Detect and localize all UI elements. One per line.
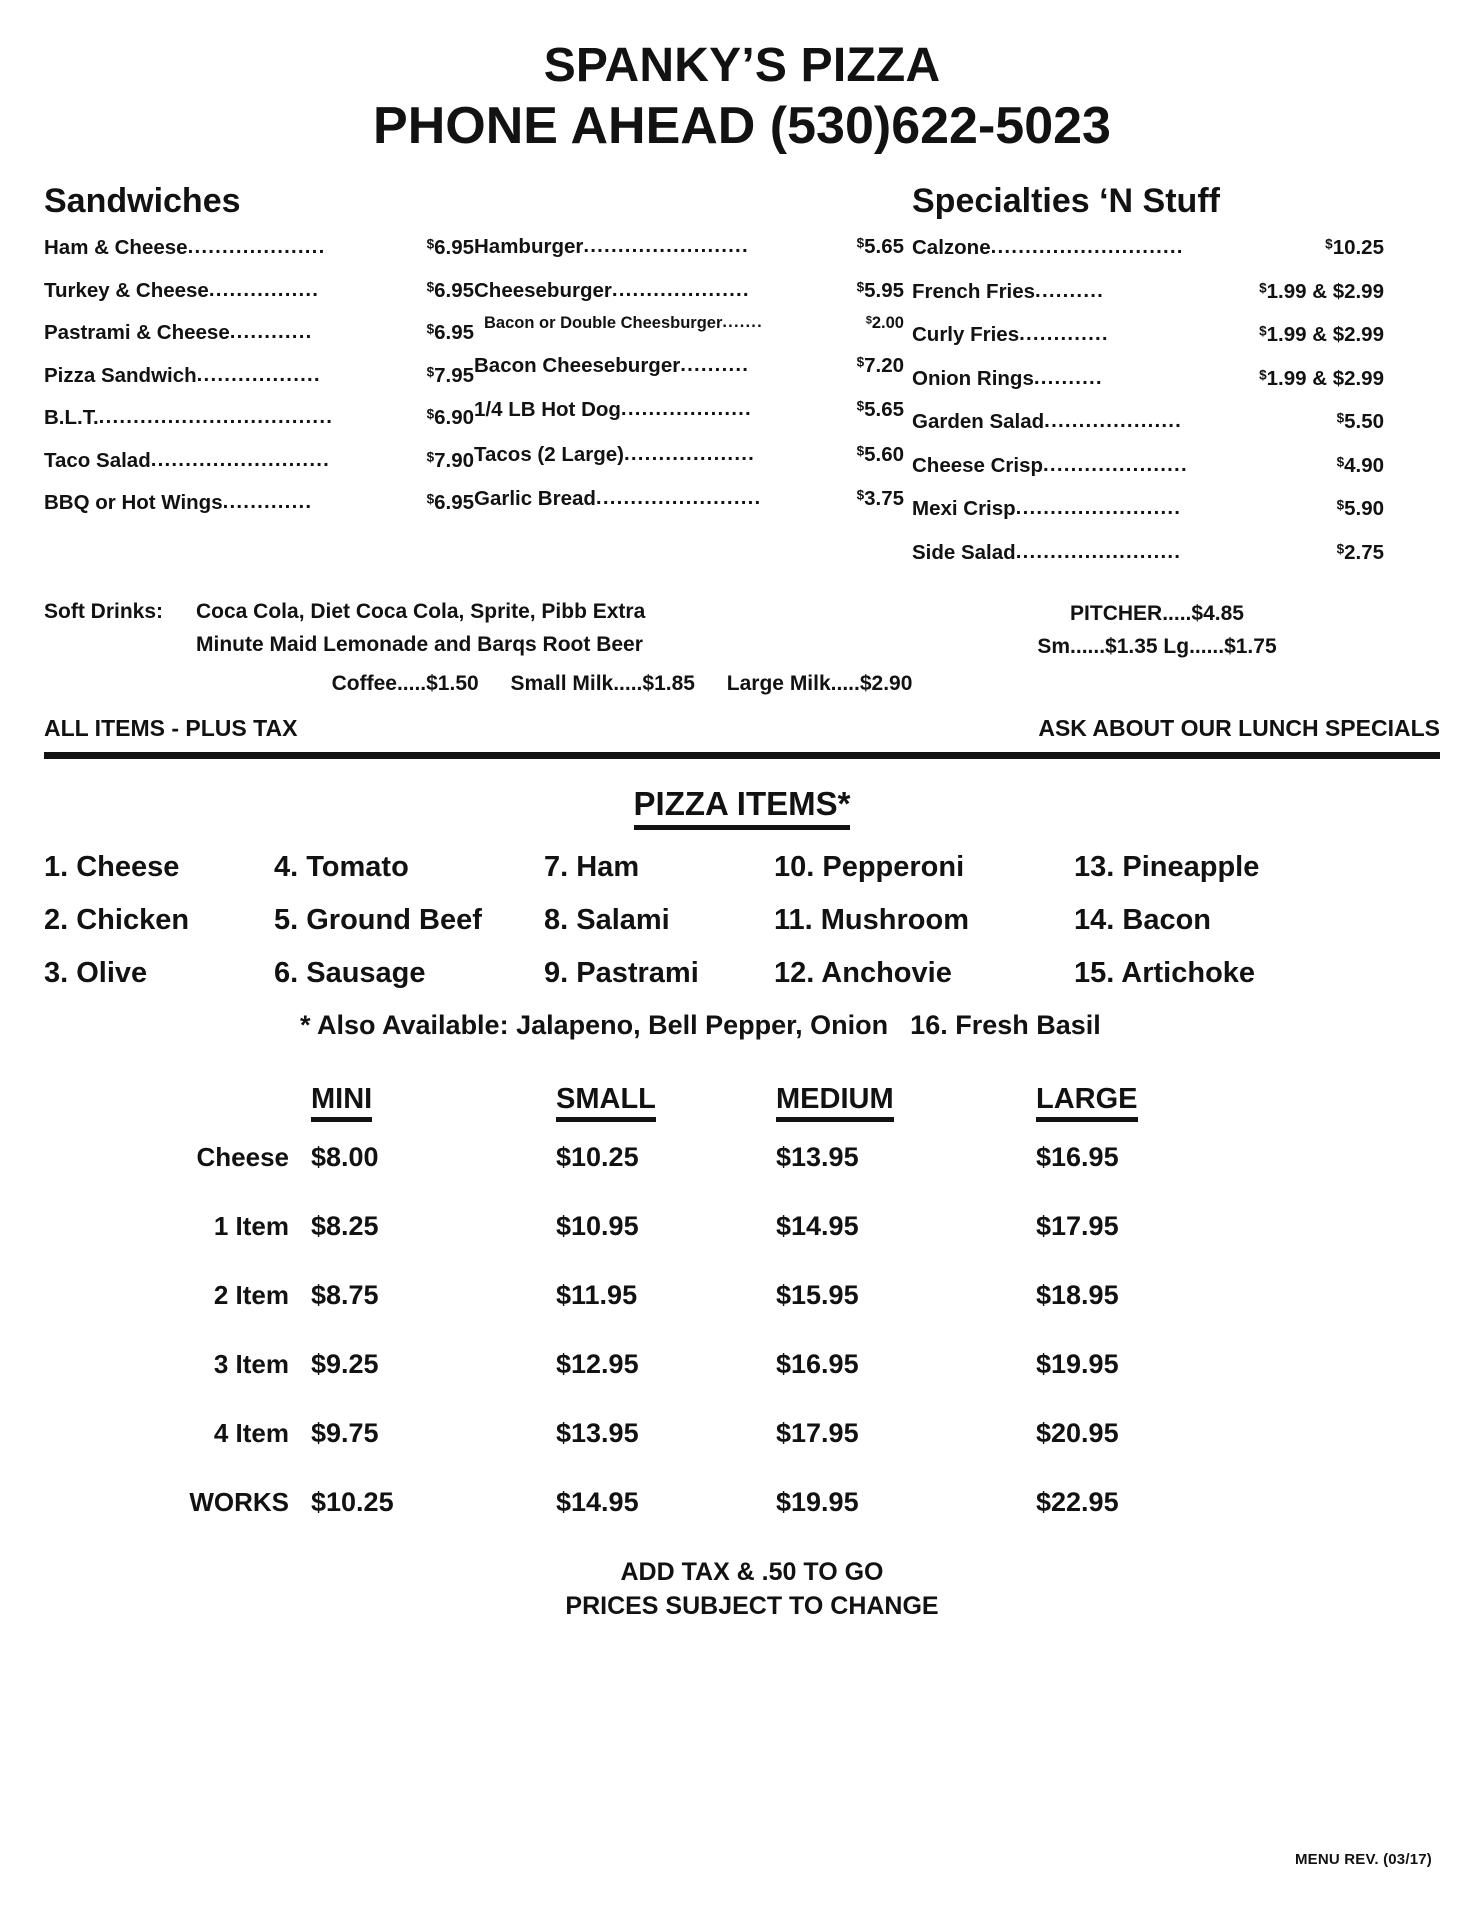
small-large-price: Sm......$1.35 Lg......$1.75 (1037, 635, 1277, 659)
soft-drinks-line-2: Minute Maid Lemonade and Barqs Root Beer (196, 633, 643, 657)
price-column-large-label: LARGE (1036, 1083, 1138, 1122)
menu-revision: MENU REV. (03/17) (1294, 1851, 1432, 1868)
menu-item-row (44, 406, 474, 430)
menu-item-price: $4.90 (1336, 453, 1384, 477)
toppings-row (44, 957, 1440, 990)
price-table-row (44, 1211, 1440, 1242)
topping-item: 15. Artichoke (1074, 957, 1256, 990)
menu-item-leader-dots: .................... (1044, 409, 1183, 433)
menu-item-leader-dots: ................... (624, 441, 756, 465)
menu-item-name: Pizza Sandwich (44, 363, 197, 387)
coffee-price: Coffee.....$1.50 (331, 671, 479, 695)
menu-item-price: $1.99 & $2.99 (1259, 366, 1384, 390)
restaurant-name: SPANKY’S PIZZA (543, 39, 941, 92)
specialties-title: Specialties ‘N Stuff (912, 181, 1220, 220)
menu-item-row (474, 398, 904, 422)
menu-item-name: Cheese Crisp (912, 453, 1044, 477)
menu-item-leader-dots: .................... (611, 278, 750, 302)
topping-item: 8. Salami (544, 904, 670, 937)
price-column-medium-label: MEDIUM (776, 1083, 894, 1122)
prices-change-notice: PRICES SUBJECT TO CHANGE (565, 1591, 939, 1620)
menu-item-row (474, 487, 904, 511)
menu-item-price: $3.75 (856, 487, 904, 511)
price-cell: $9.75 (311, 1418, 379, 1449)
menu-item-price: $5.95 (856, 279, 904, 303)
sandwiches-title: Sandwiches (44, 181, 241, 220)
menu-item-leader-dots: .................. (196, 362, 321, 386)
menu-item-leader-dots: ............. (222, 490, 313, 514)
sandwiches-list (44, 236, 474, 515)
topping-item: 7. Ham (544, 851, 640, 884)
menu-item-name: Tacos (2 Large) (474, 442, 624, 466)
top-sections (0, 183, 1484, 585)
menu-item-row (904, 367, 1384, 391)
notices-row (0, 715, 1484, 742)
also-available-row (0, 1010, 1484, 1041)
drink-sizes-block (874, 596, 1440, 663)
menu-item-row (474, 314, 904, 333)
menu-item-row (904, 541, 1384, 565)
menu-item-price: $6.95 (426, 321, 474, 345)
menu-item-price: $5.50 (1336, 410, 1384, 434)
menu-item-name: Ham & Cheese (44, 235, 188, 259)
price-cell: $20.95 (1036, 1418, 1119, 1449)
large-milk-price: Large Milk.....$2.90 (726, 671, 913, 695)
price-row-label: 4 Item (213, 1418, 289, 1449)
topping-item: 1. Cheese (44, 851, 180, 884)
price-table-body (44, 1142, 1440, 1518)
topping-item: 9. Pastrami (544, 957, 699, 990)
menu-item-price: $6.95 (426, 278, 474, 302)
price-cell: $17.95 (776, 1418, 859, 1449)
pizza-price-table (0, 1083, 1484, 1518)
menu-item-row (474, 443, 904, 467)
burgers-list (474, 235, 904, 511)
menu-item-price: $6.90 (426, 406, 474, 430)
price-cell: $8.25 (311, 1211, 379, 1242)
price-cell: $17.95 (1036, 1211, 1119, 1242)
menu-item-leader-dots: ..................... (1043, 452, 1188, 476)
price-cell: $16.95 (1036, 1142, 1119, 1173)
menu-item-leader-dots: ........................ (583, 233, 749, 257)
price-table-row (44, 1142, 1440, 1173)
sandwiches-section (44, 183, 474, 534)
price-cell: $10.25 (311, 1487, 394, 1518)
price-row-label: Cheese (196, 1142, 289, 1173)
menu-item-name: BBQ or Hot Wings (44, 491, 223, 515)
price-cell: $22.95 (1036, 1487, 1119, 1518)
menu-item-price: $5.90 (1336, 497, 1384, 521)
menu-item-row (44, 321, 474, 345)
toppings-row (44, 851, 1440, 884)
menu-item-leader-dots: ........................ (595, 486, 762, 510)
price-cell: $8.00 (311, 1142, 379, 1173)
menu-item-leader-dots: ........................ (1015, 496, 1182, 520)
topping-item: 5. Ground Beef (274, 904, 482, 937)
menu-item-leader-dots: .......................... (150, 447, 331, 471)
price-column-small (556, 1083, 776, 1116)
price-row-label: 3 Item (213, 1349, 289, 1380)
menu-item-leader-dots: .......... (1035, 278, 1105, 302)
topping-item: 11. Mushroom (774, 904, 969, 937)
menu-item-price: $2.00 (865, 313, 904, 332)
menu-header (0, 0, 1484, 157)
price-cell: $10.95 (556, 1211, 639, 1242)
topping-item: 6. Sausage (274, 957, 426, 990)
price-row-label: 1 Item (213, 1211, 289, 1242)
price-column-mini (311, 1083, 556, 1116)
menu-item-price: $7.90 (426, 448, 474, 472)
section-divider (44, 752, 1440, 759)
drinks-section (0, 596, 1484, 699)
price-cell: $13.95 (556, 1418, 639, 1449)
plus-tax-notice: ALL ITEMS - PLUS TAX (44, 715, 298, 742)
menu-item-name: Onion Rings (912, 366, 1034, 390)
topping-item: 3. Olive (44, 957, 148, 990)
menu-item-price: $7.95 (426, 363, 474, 387)
menu-item-price: $5.65 (856, 234, 904, 258)
pizza-items-title-text: PIZZA ITEMS* (634, 785, 851, 830)
menu-item-leader-dots: ............................ (990, 234, 1184, 258)
price-cell: $18.95 (1036, 1280, 1119, 1311)
toppings-row (44, 904, 1440, 937)
menu-item-row (44, 491, 474, 515)
menu-item-name: Garden Salad (912, 410, 1045, 434)
price-table-row (44, 1280, 1440, 1311)
menu-item-name: Curly Fries (912, 323, 1020, 347)
price-cell: $12.95 (556, 1349, 639, 1380)
menu-item-name: 1/4 LB Hot Dog (474, 398, 621, 422)
menu-item-name: Side Salad (912, 540, 1016, 564)
price-cell: $19.95 (776, 1487, 859, 1518)
phone-line: PHONE AHEAD (530)622-5023 (373, 96, 1111, 155)
add-tax-notice: ADD TAX & .50 TO GO (620, 1558, 884, 1587)
menu-item-price: $5.60 (856, 442, 904, 466)
price-cell: $9.25 (311, 1349, 379, 1380)
menu-item-price: $10.25 (1325, 235, 1384, 259)
menu-item-row (904, 454, 1384, 478)
pizza-items-title (0, 785, 1484, 823)
price-column-medium (776, 1083, 1036, 1116)
lunch-specials-notice: ASK ABOUT OUR LUNCH SPECIALS (1038, 715, 1440, 742)
price-table-row (44, 1418, 1440, 1449)
menu-item-row (474, 279, 904, 303)
menu-item-name: Hamburger (474, 234, 584, 258)
menu-item-name: French Fries (912, 279, 1036, 303)
topping-16: 16. Fresh Basil (910, 1010, 1101, 1041)
menu-item-leader-dots: ................... (620, 397, 752, 421)
topping-item: 14. Bacon (1074, 904, 1211, 937)
soft-drinks-block (44, 596, 874, 661)
menu-item-row (474, 354, 904, 378)
price-row-label: WORKS (189, 1487, 289, 1518)
menu-item-row (904, 410, 1384, 434)
menu-item-price: $7.20 (856, 353, 904, 377)
price-cell: $13.95 (776, 1142, 859, 1173)
price-column-mini-label: MINI (311, 1083, 372, 1122)
menu-item-name: Calzone (912, 235, 991, 259)
price-column-small-label: SMALL (556, 1083, 656, 1122)
menu-item-name: Garlic Bread (474, 487, 596, 511)
soft-drinks-line-1: Coca Cola, Diet Coca Cola, Sprite, Pibb Extra (196, 600, 646, 624)
menu-item-row (474, 235, 904, 259)
price-row-label: 2 Item (213, 1280, 289, 1311)
menu-item-name: Taco Salad (44, 448, 151, 472)
menu-item-leader-dots: .................................. (98, 405, 334, 429)
menu-item-name: B.L.T. (44, 406, 99, 430)
menu-item-leader-dots: ........................ (1015, 539, 1182, 563)
menu-item-row (904, 497, 1384, 521)
toppings-grid (0, 851, 1484, 990)
burgers-section (474, 183, 904, 532)
menu-item-leader-dots: ................ (208, 277, 320, 301)
price-cell: $15.95 (776, 1280, 859, 1311)
price-cell: $11.95 (556, 1280, 638, 1311)
specialties-list (904, 236, 1384, 565)
menu-item-leader-dots: ............. (1019, 322, 1109, 346)
menu-item-price: $6.95 (426, 491, 474, 515)
price-table-row (44, 1349, 1440, 1380)
footer-notices (0, 1556, 1484, 1624)
menu-item-name: Mexi Crisp (912, 497, 1016, 521)
coffee-milk-line (44, 668, 1440, 700)
price-cell: $8.75 (311, 1280, 379, 1311)
menu-item-price: $1.99 & $2.99 (1259, 279, 1384, 303)
price-cell: $10.25 (556, 1142, 639, 1173)
menu-item-row (44, 449, 474, 473)
topping-item: 12. Anchovie (774, 957, 952, 990)
menu-item-price: $1.99 & $2.99 (1259, 323, 1384, 347)
menu-item-price: $5.65 (856, 398, 904, 422)
menu-item-price: $6.95 (426, 235, 474, 259)
soft-drinks-label: Soft Drinks: (44, 600, 164, 624)
menu-item-price: $2.75 (1336, 540, 1384, 564)
menu-item-row (904, 236, 1384, 260)
price-column-large (1036, 1083, 1440, 1116)
menu-item-leader-dots: ....... (722, 312, 763, 331)
price-table-header-row (44, 1083, 1440, 1116)
price-table-row (44, 1487, 1440, 1518)
menu-item-row (44, 279, 474, 303)
menu-item-row (44, 364, 474, 388)
menu-item-row (904, 280, 1384, 304)
menu-item-leader-dots: .................... (187, 234, 326, 258)
price-cell: $14.95 (776, 1211, 859, 1242)
menu-item-leader-dots: ............ (229, 320, 313, 344)
menu-item-row (44, 236, 474, 260)
price-cell: $19.95 (1036, 1349, 1119, 1380)
topping-item: 4. Tomato (274, 851, 409, 884)
menu-item-name: Cheeseburger (474, 279, 612, 303)
topping-item: 13. Pineapple (1074, 851, 1260, 884)
menu-item-name: Pastrami & Cheese (44, 321, 230, 345)
menu-item-leader-dots: .......... (680, 352, 750, 376)
menu-item-name: Bacon or Double Cheesburger (484, 313, 723, 332)
menu-item-leader-dots: .......... (1033, 365, 1103, 389)
price-cell: $14.95 (556, 1487, 639, 1518)
topping-item: 10. Pepperoni (774, 851, 965, 884)
menu-item-name: Turkey & Cheese (44, 278, 209, 302)
specialties-section (904, 183, 1384, 585)
small-milk-price: Small Milk.....$1.85 (510, 671, 695, 695)
pitcher-price: PITCHER.....$4.85 (1070, 602, 1244, 626)
topping-item: 2. Chicken (44, 904, 190, 937)
menu-item-row (904, 323, 1384, 347)
menu-item-name: Bacon Cheeseburger (474, 353, 681, 377)
also-available-text: * Also Available: Jalapeno, Bell Pepper, Onion (300, 1010, 889, 1041)
price-cell: $16.95 (776, 1349, 859, 1380)
